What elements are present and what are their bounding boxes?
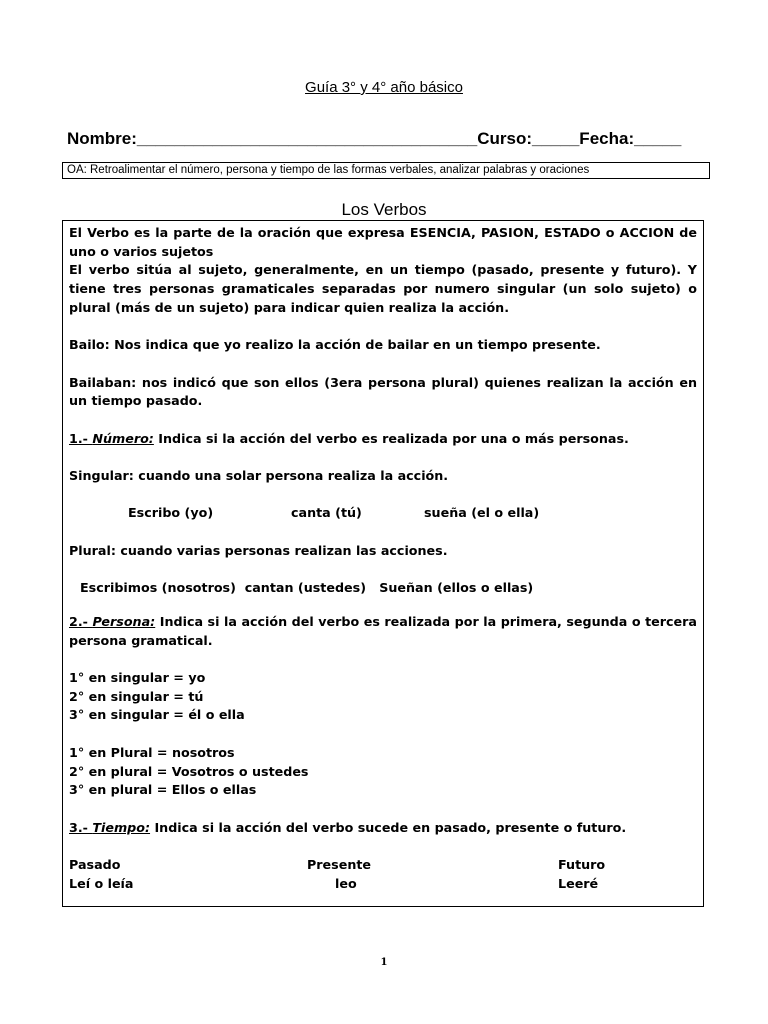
list-item: 1° en singular = yo [69, 670, 206, 686]
list-item: 1° en Plural = nosotros [69, 744, 235, 760]
tense-headers [69, 856, 697, 875]
plural-definition: Plural: cuando varias personas realizan las acciones. [69, 542, 448, 558]
list-item: Pasado [69, 857, 121, 873]
list-item: canta (tú) [291, 505, 362, 521]
list-item: 3° en plural = Ellos o ellas [69, 782, 257, 798]
intro-paragraph-2: El verbo sitúa al sujeto, generalmente, en un tiempo (pasado, presente y futuro). Y tiene tres personas gramaticales separadas por numero singular (un solo sujeto) o plural (más de un sujeto) para indicar quien realiza la acción. [69, 262, 697, 315]
list-item: Futuro [558, 857, 606, 873]
list-item: leo [335, 875, 357, 891]
list-item: Leeré [558, 875, 599, 891]
list-item: 2° en plural = Vosotros o ustedes [69, 763, 309, 779]
list-item: Leí o leía [69, 875, 134, 891]
page-title: Guía 3° y 4° año básico [305, 79, 463, 96]
tiempo-heading: 3.- Tiempo: Indica si la acción del verbo sucede en pasado, presente o futuro. [69, 819, 627, 835]
singular-definition: Singular: cuando una solar persona realiza la acción. [69, 468, 449, 484]
page-number: 1 [380, 957, 388, 968]
numero-heading: 1.- Número: Indica si la acción del verbo es realizada por una o más personas. [69, 430, 629, 446]
example-bailo: Bailo: Nos indica que yo realizo la acción de bailar en un tiempo presente. [69, 337, 601, 353]
intro-paragraph-1: El Verbo es la parte de la oración que expresa ESENCIA, PASION, ESTADO o ACCION de uno o varios sujetos [69, 225, 697, 259]
list-item: Escribo (yo) [128, 505, 214, 521]
learning-objective: OA: Retroalimentar el número, persona y tiempo de las formas verbales, analizar palabras y oraciones [62, 162, 710, 179]
list-item: sueña (el o ella) [424, 505, 540, 521]
singular-examples [69, 504, 697, 523]
tense-examples [69, 875, 697, 894]
list-item: Presente [307, 857, 372, 873]
list-item: 3° en singular = él o ella [69, 707, 245, 723]
student-info-line: Nombre:____________________________________Curso:_____Fecha:_____ [67, 129, 682, 148]
section-title: Los Verbos [341, 200, 427, 219]
list-item: 2° en singular = tú [69, 688, 204, 704]
example-bailaban: Bailaban: nos indicó que son ellos (3era persona plural) quienes realizan la acción en un tiempo pasado. [69, 374, 697, 409]
content-box [62, 220, 704, 907]
persona-heading: 2.- Persona: Indica si la acción del verbo es realizada por la primera, segunda o tercera persona gramatical. [69, 613, 697, 648]
plural-examples: Escribimos (nosotros) cantan (ustedes) Sueñan (ellos o ellas) [80, 580, 534, 596]
